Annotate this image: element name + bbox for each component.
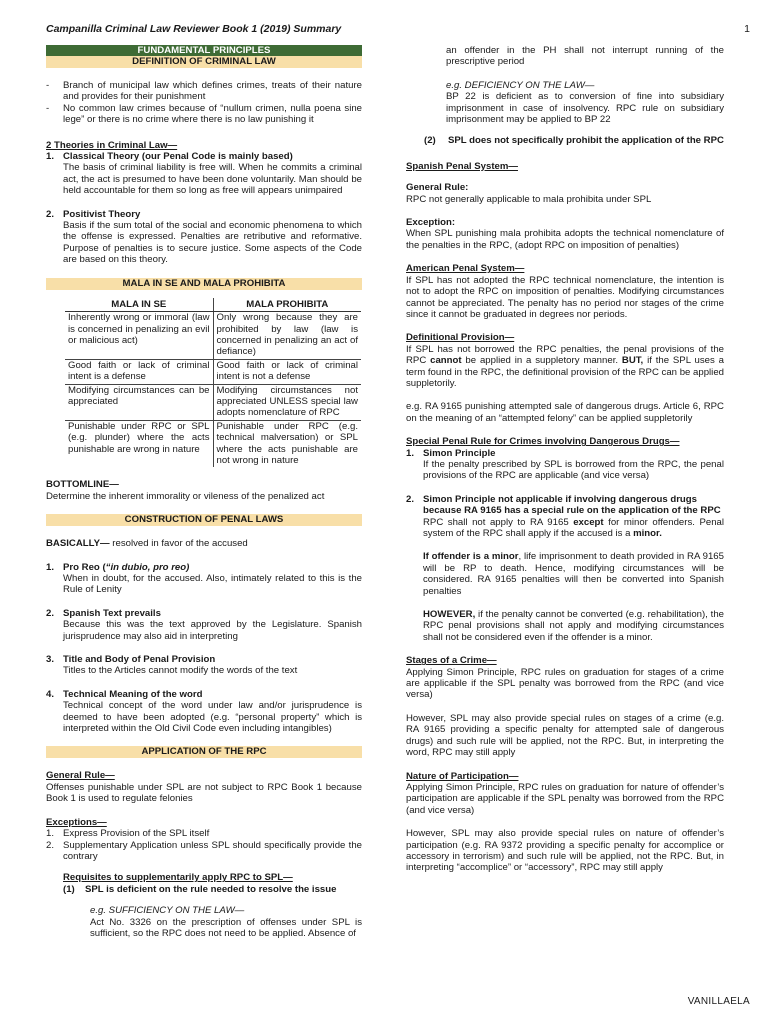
construction-list: 1. Pro Reo (“in dubio, pro reo) When in doubt, for the accused. Also, intimately related to this is the Rule of Lenity 2. Spanish Text prevails Because this was the text approved by the Legislature. Spanish jurisprudence may also aid in interpreting 3. Title and Body of Penal Provision Titles to the Articles cannot modify the words of the text 4. Technical Meaning of the word Technical concept of the word under law and/or jurisprudence is deemed to have been adopted (e.g. “personal property” which is interpreted within the Old Civil Code even including intangibles) bbox=[46, 561, 362, 735]
participation-heading: Nature of Participation— bbox=[406, 770, 519, 782]
requisite-item: (2) SPL does not specifically prohibit the application of the RPC bbox=[424, 135, 724, 147]
list-item: - Branch of municipal law which defines crimes, treats of their nature and provides for their punishment bbox=[46, 80, 362, 103]
footer-author: VANILLAELA bbox=[687, 996, 750, 1007]
table-row bbox=[65, 420, 361, 467]
mala-comparison-table bbox=[65, 298, 361, 468]
participation-body: Applying Simon Principle, RPC rules on graduation for nature of offender’s participation are applicable if the SPL penalty was borrowed from the RPC (and vice versa) bbox=[406, 781, 724, 816]
list-item: Because this was the text approved by the Legislature. Spanish jurisprudence may also aid in interpreting bbox=[63, 619, 362, 642]
general-rule-heading: General Rule: bbox=[406, 182, 469, 194]
table-header: MALA PROHIBITA bbox=[213, 298, 361, 312]
definitional-provision-heading: Definitional Provision— bbox=[406, 332, 515, 344]
general-rule-heading: General Rule— bbox=[46, 770, 115, 782]
general-rule-body: RPC not generally applicable to mala prohibita under SPL bbox=[406, 193, 652, 205]
definition-list bbox=[46, 80, 362, 126]
section-application-rpc: APPLICATION OF THE RPC bbox=[46, 746, 362, 758]
however-paragraph: HOWEVER, if the penalty cannot be converted (e.g. rehabilitation), the RPC penal provisions shall not apply and modifying circumstances shall not be considered even if the offender is a minor. bbox=[423, 609, 724, 643]
table-header: MALA IN SE bbox=[65, 298, 213, 312]
table-row bbox=[65, 312, 361, 360]
theory-body: Basis if the sum total of the social and economic phenomena to which the offense is expressed. Penalties are retributive and reformative. Purpose of penalties is to secure justice. Some aspects of the Code are based on this theory. bbox=[63, 220, 362, 266]
rule-body: If the penalty prescribed by SPL is borrowed from the RPC, the penal provisions of the RPC are applicable (and vice versa) bbox=[423, 458, 724, 482]
left-column bbox=[46, 45, 362, 939]
rule-item: 2. Simon Principle not applicable if involving dangerous drugs because RA 9165 has a special rule on the application of the RPC bbox=[406, 493, 721, 517]
table-row bbox=[65, 384, 361, 420]
general-rule-body: Offenses punishable under SPL are not subject to RPC Book 1 because Book 1 is used to regulate felonies bbox=[46, 781, 362, 805]
example-heading: e.g. SUFFICIENCY ON THE LAW— bbox=[90, 905, 245, 917]
example-body: BP 22 is deficient as to conversion of fine into subsidiary imprisonment in case of insolvency. RPC rule on subsidiary imprisonment may be applied to BP 22 bbox=[446, 91, 724, 126]
american-penal-body: If SPL has not adopted the RPC technical nomenclature, the intention is not to adopt the RPC on imposition of penalties. Modifying circumstances cannot be appreciated. The penalty has no period nor stages of the crime since it cannot be graduated in degrees nor periods. bbox=[406, 274, 724, 320]
rule-item: 1. Simon Principle bbox=[406, 447, 496, 459]
table-cell: Punishable under RPC (e.g. technical malversation) or SPL where the acts punishable are not wrong in nature bbox=[213, 420, 361, 467]
document-title: Campanilla Criminal Law Reviewer Book 1 (2019) Summary bbox=[46, 23, 342, 35]
page-number: 1 bbox=[744, 23, 750, 35]
american-penal-heading: American Penal System— bbox=[406, 263, 525, 275]
stages-body: Applying Simon Principle, RPC rules on graduation for stages of a crime are applicable if the SPL penalty was borrowed from the RPC (and vice versa) bbox=[406, 666, 724, 701]
theories-heading: 2 Theories in Criminal Law— bbox=[46, 139, 178, 151]
bottomline-heading: BOTTOMLINE— bbox=[46, 479, 119, 491]
rule-body: RPC shall not apply to RA 9165 except for minor offenders. Penal system of the RPC shall apply if the accused is a minor. bbox=[423, 516, 724, 539]
table-cell: Good faith or lack of criminal intent is not a defense bbox=[213, 359, 361, 384]
list-item: - No common law crimes because of “nullum crimen, nulla poena sine lege” or there is no crime where there is no law punishing it bbox=[46, 102, 362, 126]
exception-body: When SPL punishing mala prohibita adopts the technical nomenclature of the penalties in the RPC, (adopt RPC on imposition of penalties) bbox=[406, 228, 724, 251]
table-cell: Modifying circumstances not appreciated UNLESS special law adopts nomenclature of RPC bbox=[213, 384, 361, 420]
basically-line: BASICALLY— resolved in favor of the accused bbox=[46, 538, 248, 550]
definitional-provision-body: If SPL has not borrowed the RPC penalties, the penal provisions of the RPC cannot be applied in a suppletory manner. BUT, if the SPL uses a term found in the RPC, the definitional provision of the RPC can be applied suppletorily. bbox=[406, 343, 724, 389]
dangerous-drugs-heading: Special Penal Rule for Crimes involving Dangerous Drugs— bbox=[406, 436, 680, 448]
theory-body: The basis of criminal liability is free will. When he commits a criminal act, the act is presumed to have been done voluntarily. Man should be held accountable for them so long as free will appears unimpaired bbox=[63, 162, 362, 197]
section-fundamental-principles: FUNDAMENTAL PRINCIPLES bbox=[46, 45, 362, 56]
exception-heading: Exception: bbox=[406, 217, 456, 229]
bottomline-body: Determine the inherent immorality or vileness of the penalized act bbox=[46, 490, 325, 502]
table-cell: Inherently wrong or immoral (law is concerned in penalizing an evil or malicious act) bbox=[65, 312, 213, 360]
exceptions-heading: Exceptions— bbox=[46, 816, 107, 828]
theory-item: 1. Classical Theory (our Penal Code is mainly based) bbox=[46, 151, 293, 163]
theory-item: 2. Positivist Theory bbox=[46, 208, 141, 220]
list-item: 2. Supplementary Application unless SPL should specifically provide the contrary bbox=[46, 839, 362, 862]
spanish-penal-heading: Spanish Penal System— bbox=[406, 160, 518, 172]
example-body: Act No. 3326 on the prescription of offenses under SPL is sufficient, so the RPC does not need to be applied. Absence of bbox=[90, 916, 362, 939]
right-column bbox=[406, 45, 724, 874]
continued-text: an offender in the PH shall not interrupt running of the prescriptive period bbox=[446, 45, 724, 68]
table-cell: Modifying circumstances can be appreciated bbox=[65, 384, 213, 420]
stages-body-2: However, SPL may also provide special rules on stages of a crime (e.g. RA 9165 providing a specific penalty for attempted sale of dangerous drugs) and such rule will be applied, not the RPC. But, in interpreting the word, RPC may still apply bbox=[406, 712, 724, 759]
stages-heading: Stages of a Crime— bbox=[406, 655, 497, 667]
list-item: Technical concept of the word under law and/or jurisprudence is deemed to have been adopted (e.g. “personal property” which is interpreted within the Old Civil Code even including intangibles) bbox=[63, 700, 362, 735]
table-cell: Punishable under RPC or SPL (e.g. plunder) where the acts punishable are wrong in nature bbox=[65, 420, 213, 467]
subsection-definition: DEFINITION OF CRIMINAL LAW bbox=[46, 56, 362, 68]
list-item: Titles to the Articles cannot modify the words of the text bbox=[63, 665, 298, 677]
participation-body-2: However, SPL may also provide special rules on nature of offender’s participation (e.g. RA 9372 providing a specific penalty for accomplice or accessory in terrorism) and such rule will be applied, not the RPC. But, in interpreting “accomplice” or “accessory”, RPC may still apply bbox=[406, 828, 724, 874]
list-item: When in doubt, for the accused. Also, intimately related to this is the Rule of Lenity bbox=[63, 573, 362, 596]
table-row bbox=[65, 359, 361, 384]
definitional-example: e.g. RA 9165 punishing attempted sale of dangerous drugs. Article 6, RPC on the meaning of an “attempted felony” can be applied suppletorily bbox=[406, 401, 724, 424]
requisite-item: (1) SPL is deficient on the rule needed to resolve the issue bbox=[63, 883, 337, 895]
requisites-heading: Requisites to supplementarily apply RPC to SPL— bbox=[63, 872, 293, 884]
minor-paragraph: If offender is a minor, life imprisonment to death provided in RA 9165 will be RP to death. Hence, modifying circumstances will be considered. RA 9165 penalties will then be converted into Spanish penalties bbox=[423, 551, 724, 597]
table-cell: Only wrong because they are prohibited by law (law is concerned in penalizing an act of defiance) bbox=[213, 312, 361, 360]
section-mala-in-se: MALA IN SE AND MALA PROHIBITA bbox=[46, 278, 362, 290]
section-construction: CONSTRUCTION OF PENAL LAWS bbox=[46, 514, 362, 526]
table-cell: Good faith or lack of criminal intent is a defense bbox=[65, 359, 213, 384]
list-item: 1. Express Provision of the SPL itself bbox=[46, 828, 210, 840]
example-heading: e.g. DEFICIENCY ON THE LAW— bbox=[446, 79, 595, 91]
